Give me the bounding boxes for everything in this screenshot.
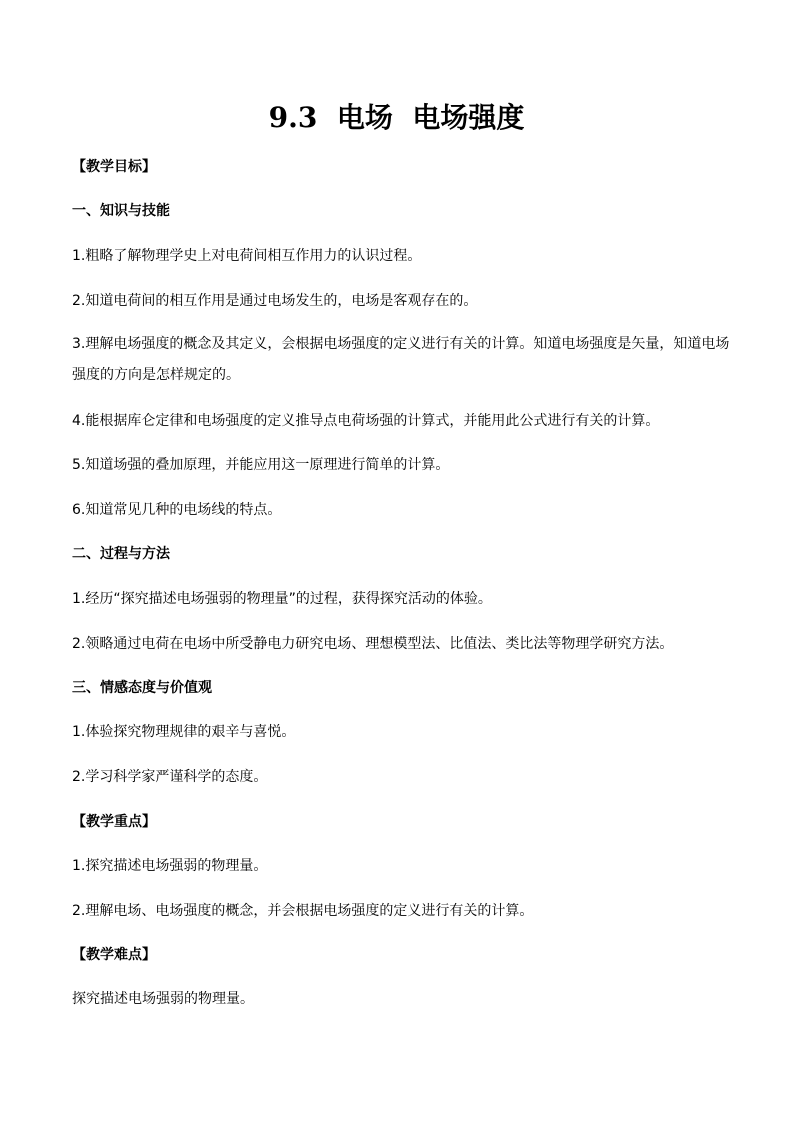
document-title: 9.3 电场 电场强度 xyxy=(268,101,525,134)
knowledge-item-3: 3.理解电场强度的概念及其定义，会根据电场强度的定义进行有关的计算。知道电场强度是矢量，知道电场强度的方向是怎样规定的。 xyxy=(72,336,730,383)
objectives-header: 【教学目标】 xyxy=(72,159,156,175)
section-attitude-header: 三、情感态度与价值观 xyxy=(72,680,212,696)
knowledge-item-2: 2.知道电荷间的相互作用是通过电场发生的，电场是客观存在的。 xyxy=(72,293,478,309)
attitude-item-2: 2.学习科学家严谨科学的态度。 xyxy=(72,769,268,785)
process-item-1: 1.经历“探究描述电场强弱的物理量”的过程，获得探究活动的体验。 xyxy=(72,591,492,607)
keypoint-item-1: 1.探究描述电场强弱的物理量。 xyxy=(72,858,268,874)
difficulty-item-1: 探究描述电场强弱的物理量。 xyxy=(72,991,254,1007)
section-process-header: 二、过程与方法 xyxy=(72,546,170,562)
knowledge-item-5: 5.知道场强的叠加原理，并能应用这一原理进行简单的计算。 xyxy=(72,457,450,473)
knowledge-item-6: 6.知道常见几种的电场线的特点。 xyxy=(72,502,282,518)
process-item-2: 2.领略通过电荷在电场中所受静电力研究电场、理想模型法、比值法、类比法等物理学研究方法。 xyxy=(72,636,674,652)
difficulty-header: 【教学难点】 xyxy=(72,947,156,963)
section-knowledge-header: 一、知识与技能 xyxy=(72,203,170,219)
keypoints-header: 【教学重点】 xyxy=(72,814,156,830)
attitude-item-1: 1.体验探究物理规律的艰辛与喜悦。 xyxy=(72,724,296,740)
knowledge-item-4: 4.能根据库仑定律和电场强度的定义推导点电荷场强的计算式，并能用此公式进行有关的计算。 xyxy=(72,413,660,429)
knowledge-item-1: 1.粗略了解物理学史上对电荷间相互作用力的认识过程。 xyxy=(72,248,422,264)
keypoint-item-2: 2.理解电场、电场强度的概念，并会根据电场强度的定义进行有关的计算。 xyxy=(72,903,534,919)
